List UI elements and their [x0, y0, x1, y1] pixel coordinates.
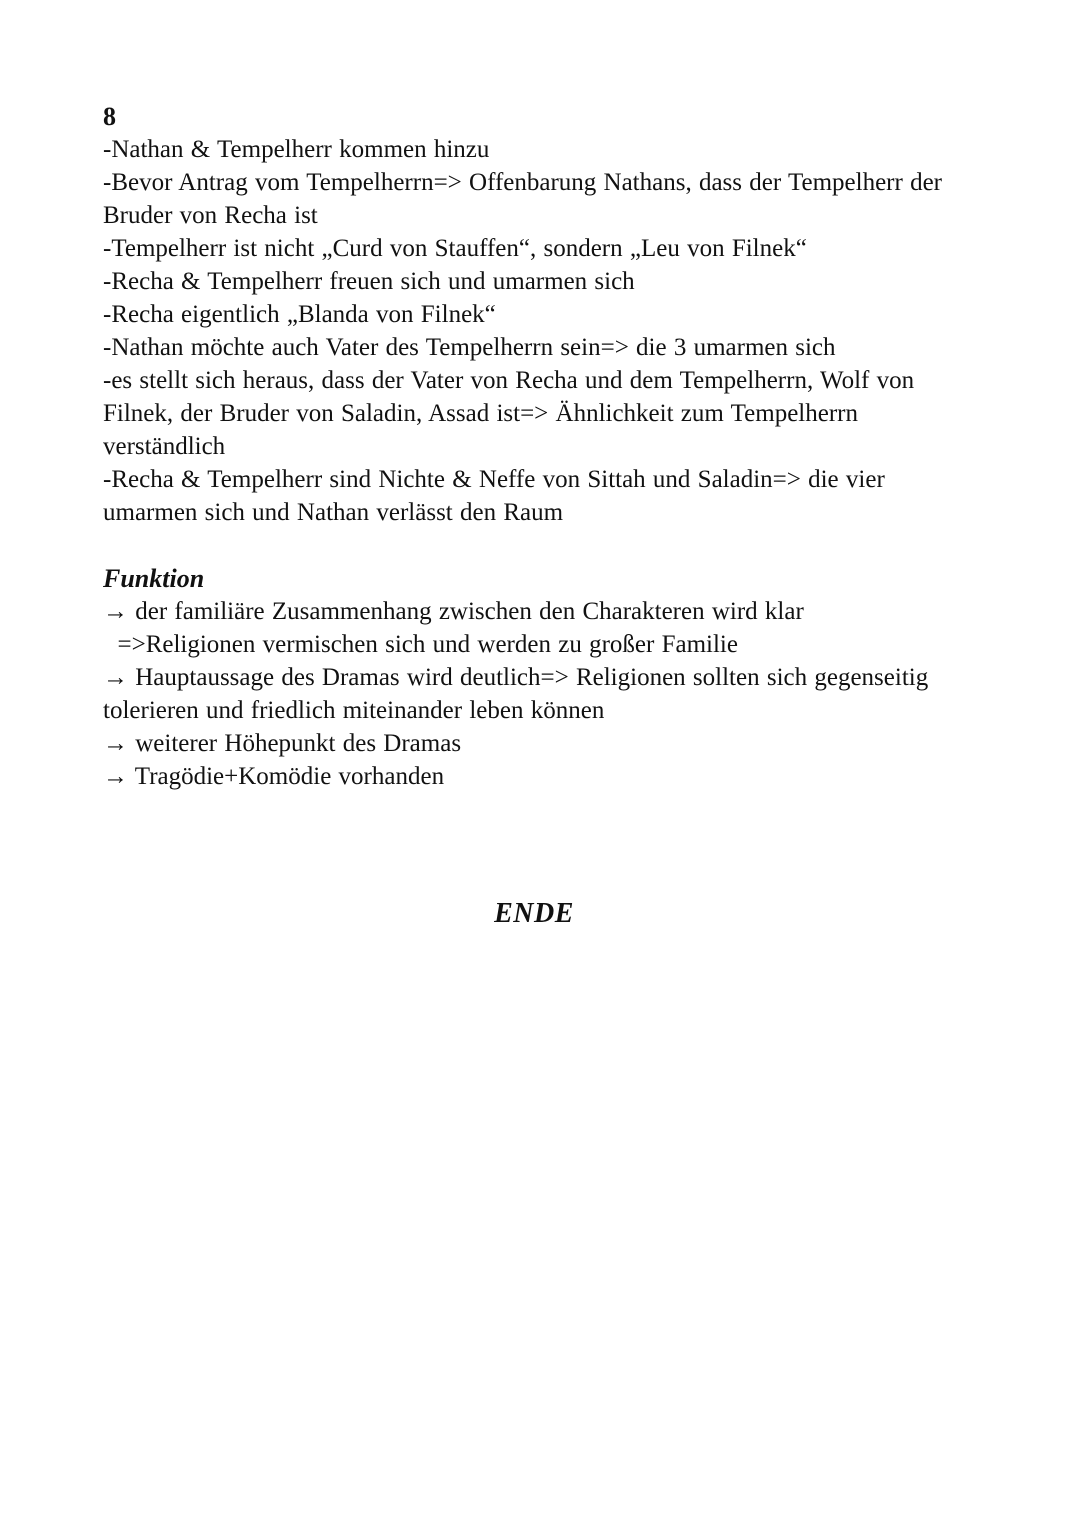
- note-line: -Nathan möchte auch Vater des Tempelherrn sein=> die 3 umarmen sich: [103, 334, 836, 361]
- note-line: -Recha eigentlich „Blanda von Filnek“: [103, 301, 496, 328]
- ende-section: [103, 898, 965, 930]
- funktion-line: → weiterer Höhepunkt des Dramas: [103, 730, 462, 757]
- funktion-line: → Hauptaussage des Dramas wird deutlich=> Religionen sollten sich gegenseitig tolerieren und friedlich miteinander leben können: [103, 664, 936, 724]
- funktion-line: =>Religionen vermischen sich und werden zu großer Familie: [103, 631, 738, 658]
- funktion-line: → Tragödie+Komödie vorhanden: [103, 763, 445, 790]
- note-line: -Bevor Antrag vom Tempelherrn=> Offenbarung Nathans, dass der Tempelherr der Bruder von Recha ist: [103, 169, 950, 229]
- funktion-heading: Funktion: [103, 564, 205, 593]
- note-line: -Recha & Tempelherr freuen sich und umarmen sich: [103, 268, 635, 295]
- ende-heading: ENDE: [494, 898, 574, 929]
- note-line: -Nathan & Tempelherr kommen hinzu: [103, 136, 490, 163]
- funktion-line: → der familiäre Zusammenhang zwischen den Charakteren wird klar: [103, 598, 804, 625]
- funktion-block: [103, 562, 965, 793]
- blank-line: [103, 529, 965, 562]
- section-heading-8: 8: [103, 102, 116, 131]
- note-line: -Tempelherr ist nicht „Curd von Stauffen“, sondern „Leu von Filnek“: [103, 235, 807, 262]
- note-line: -Recha & Tempelherr sind Nichte & Neffe von Sittah und Saladin=> die vier umarmen sich und Nathan verlässt den Raum: [103, 466, 893, 526]
- note-line: -es stellt sich heraus, dass der Vater von Recha und dem Tempelherrn, Wolf von Filnek, der Bruder von Saladin, Assad ist=> Ähnlichkeit zum Tempelherrn verständlich: [103, 367, 922, 460]
- section-8-block: [103, 100, 965, 529]
